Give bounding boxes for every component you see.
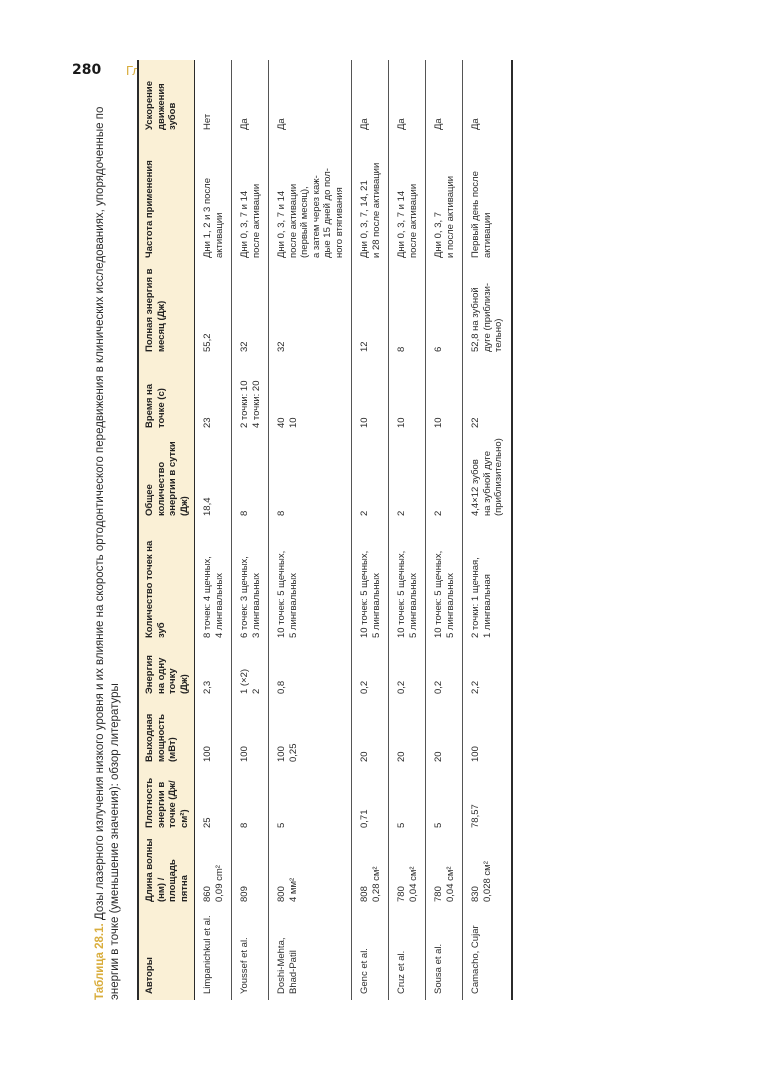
table-cell: 809 xyxy=(232,834,269,908)
column-header: Частота применения xyxy=(138,136,195,264)
table-cell: 0,2 xyxy=(389,644,426,700)
table-cell: 780 0,04 см² xyxy=(389,834,426,908)
table-cell: 32 xyxy=(269,264,352,358)
column-header: Авторы xyxy=(138,908,195,1000)
table-cell: 4,4×12 зубов на зубной дуге (приблизительно) xyxy=(463,434,512,522)
table-cell: Camacho, Cujar xyxy=(463,908,512,1000)
table-row xyxy=(195,60,232,1000)
table-cell: 78,57 xyxy=(463,768,512,834)
table-cell: 25 xyxy=(195,768,232,834)
table-cell: 40 10 xyxy=(269,358,352,434)
table-cell: 10 xyxy=(426,358,463,434)
table-cell: 5 xyxy=(426,768,463,834)
column-header: Энергия на одну точку (Дж) xyxy=(138,644,195,700)
table-cell: 2,3 xyxy=(195,644,232,700)
column-header: Ускорение движения зубов xyxy=(138,60,195,136)
table-cell: Дни 0, 3, 7 и 14 после активации (первый месяц), а затем через каж- дые 15 дней до пол- ного втягивания xyxy=(269,136,352,264)
table-cell: 10 xyxy=(389,358,426,434)
table-cell: Да xyxy=(389,60,426,136)
table-cell: 5 xyxy=(389,768,426,834)
table-cell: 800 4 мм² xyxy=(269,834,352,908)
table-row xyxy=(232,60,269,1000)
table-cell: 0,2 xyxy=(426,644,463,700)
table-cell: Sousa et al. xyxy=(426,908,463,1000)
table-caption-text: Дозы лазерного излучения низкого уровня и их влияние на скорость ортодонтического передвижения в клинических исследованиях, упорядоченные по энергии в точке (уменьшение значения): обзор литературы xyxy=(94,106,121,1000)
table-cell: Дни 0, 3, 7 и 14 после активации xyxy=(232,136,269,264)
table-cell: 8 xyxy=(232,768,269,834)
table-header-row xyxy=(138,60,195,1000)
page-number: 280 xyxy=(72,62,102,78)
table-cell: 2 точки: 1 щечная, 1 лингвальная xyxy=(463,522,512,644)
table-row xyxy=(269,60,352,1000)
table-cell: Дни 0, 3, 7 и после активации xyxy=(426,136,463,264)
table-cell: 10 точек: 5 щечных, 5 лингвальных xyxy=(269,522,352,644)
table-cell: 100 xyxy=(232,700,269,768)
column-header: Общее количество энергии в сутки (Дж) xyxy=(138,434,195,522)
table-cell: 10 точек: 5 щечных, 5 лингвальных xyxy=(352,522,389,644)
table-row xyxy=(426,60,463,1000)
table-cell: 55,2 xyxy=(195,264,232,358)
table-cell: 0,2 xyxy=(352,644,389,700)
table-cell: 0,71 xyxy=(352,768,389,834)
table-cell: 10 xyxy=(352,358,389,434)
table-cell: Да xyxy=(463,60,512,136)
table-row xyxy=(389,60,426,1000)
table-row xyxy=(463,60,512,1000)
table-cell: 32 xyxy=(232,264,269,358)
table-cell: 2 xyxy=(352,434,389,522)
table-cell: 100 xyxy=(195,700,232,768)
table-cell: Да xyxy=(352,60,389,136)
column-header: Плотность энергии в точке (Дж/см²) xyxy=(138,768,195,834)
table-cell: 0,8 xyxy=(269,644,352,700)
column-header: Время на точке (с) xyxy=(138,358,195,434)
column-header: Количество точек на зуб xyxy=(138,522,195,644)
table-cell: Genc et al. xyxy=(352,908,389,1000)
table-caption-label: Таблица 28.1. xyxy=(94,923,106,1000)
chapter-title: Глава 28 xyxy=(126,63,180,78)
table-cell: Да xyxy=(426,60,463,136)
table-cell: Limpanichkul et al. xyxy=(195,908,232,1000)
table-row xyxy=(352,60,389,1000)
table-cell: Cruz et al. xyxy=(389,908,426,1000)
table-cell: 2 xyxy=(426,434,463,522)
table-cell: 10 точек: 5 щечных, 5 лингвальных xyxy=(389,522,426,644)
table-cell: Да xyxy=(269,60,352,136)
table-cell: 830 0,028 см² xyxy=(463,834,512,908)
table-cell: Youssef et al. xyxy=(232,908,269,1000)
table-cell: Первый день после активации xyxy=(463,136,512,264)
table-cell: 100 0,25 xyxy=(269,700,352,768)
column-header: Длина волны (нм) / площадь пятна xyxy=(138,834,195,908)
laser-dose-table xyxy=(137,60,513,1000)
table-body xyxy=(195,60,512,1000)
table-cell: 780 0,04 см² xyxy=(426,834,463,908)
table-cell: 52,8 на зубной дуге (приблизи- тельно) xyxy=(463,264,512,358)
table-cell: 6 xyxy=(426,264,463,358)
table-cell: 23 xyxy=(195,358,232,434)
table-cell: Дни 1, 2 и 3 после активации xyxy=(195,136,232,264)
column-header: Выходная мощность (мВт) xyxy=(138,700,195,768)
table-cell: 8 точек: 4 щечных, 4 лингвальных xyxy=(195,522,232,644)
column-header: Полная энергия в месяц (Дж) xyxy=(138,264,195,358)
table-cell: 18,4 xyxy=(195,434,232,522)
table-cell: 808 0,28 см² xyxy=(352,834,389,908)
table-cell: 8 xyxy=(232,434,269,522)
table-cell: 22 xyxy=(463,358,512,434)
table-cell: 2 точки: 10 4 точки: 20 xyxy=(232,358,269,434)
table-cell: 5 xyxy=(269,768,352,834)
table-cell: 12 xyxy=(352,264,389,358)
table-cell: 20 xyxy=(426,700,463,768)
table-caption xyxy=(93,70,133,1000)
table-cell: Дни 0, 3, 7 и 14 после активации xyxy=(389,136,426,264)
table-cell: 860 0,09 cm² xyxy=(195,834,232,908)
table-cell: 1 (×2) 2 xyxy=(232,644,269,700)
table-cell: Да xyxy=(232,60,269,136)
table-cell: 20 xyxy=(352,700,389,768)
rotated-table-block xyxy=(93,70,523,1000)
table-cell: Doshi-Mehta, Bhad-Patil xyxy=(269,908,352,1000)
table-cell: 6 точек: 3 щечных, 3 лингвальных xyxy=(232,522,269,644)
table-cell: 2,2 xyxy=(463,644,512,700)
table-cell: 100 xyxy=(463,700,512,768)
table-cell: 20 xyxy=(389,700,426,768)
table-cell: 8 xyxy=(389,264,426,358)
table-cell: Нет xyxy=(195,60,232,136)
table-cell: 2 xyxy=(389,434,426,522)
table-cell: 10 точек: 5 щечных, 5 лингвальных xyxy=(426,522,463,644)
table-cell: 8 xyxy=(269,434,352,522)
table-cell: Дни 0, 3, 7, 14, 21 и 28 после активации xyxy=(352,136,389,264)
